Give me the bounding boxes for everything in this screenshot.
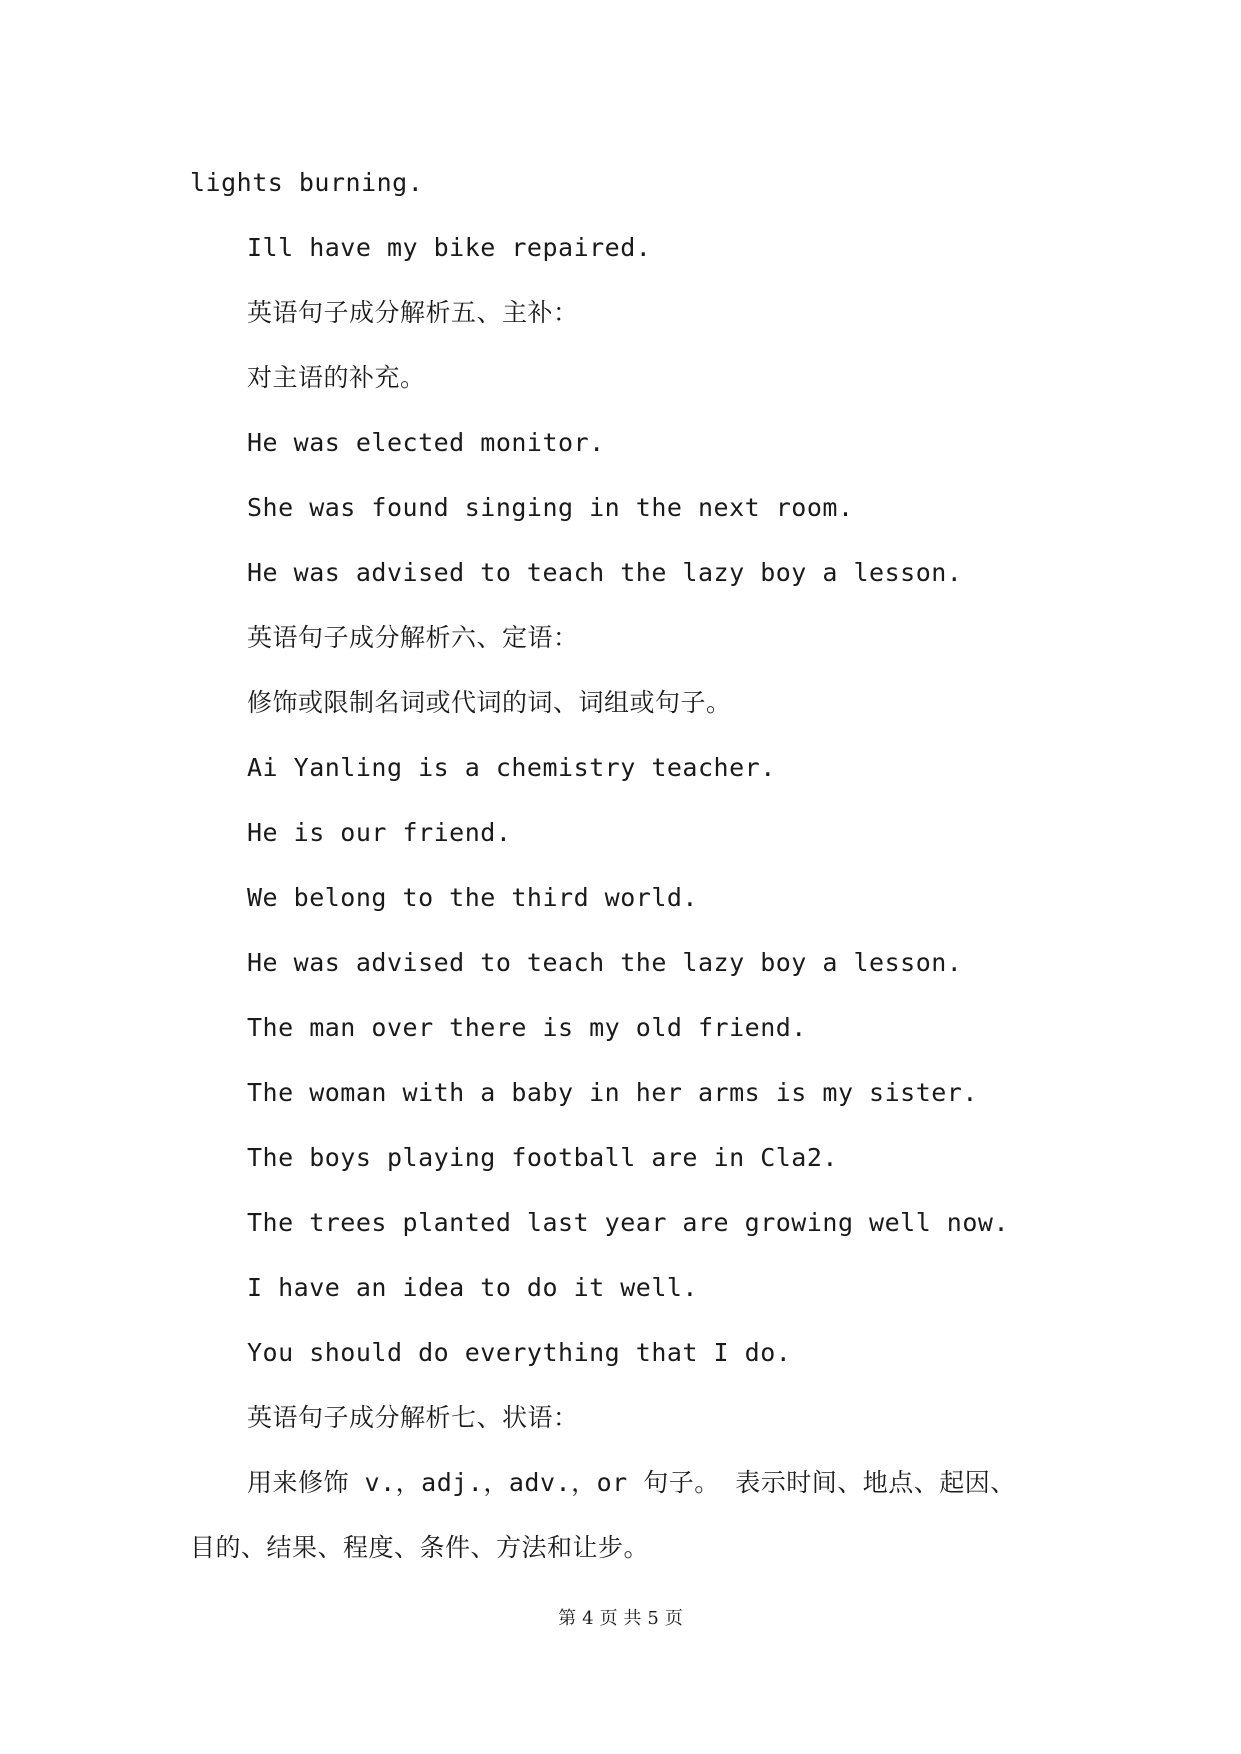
footer-suffix: 页 — [664, 1608, 683, 1629]
text-line: The woman with a baby in her arms is my sister. — [247, 1078, 978, 1107]
section-heading: 英语句子成分解析五、主补： — [247, 298, 579, 327]
text-line: lights burning. — [190, 168, 424, 197]
text-line: She was found singing in the next room. — [247, 493, 854, 522]
text-line: The trees planted last year are growing well now. — [247, 1208, 1010, 1237]
section-heading: 英语句子成分解析六、定语： — [247, 623, 579, 652]
text-line: We belong to the third world. — [247, 883, 698, 912]
text-line: The man over there is my old friend. — [247, 1013, 807, 1042]
text-line: You should do everything that I do. — [247, 1338, 792, 1367]
text-line: He was advised to teach the lazy boy a lesson. — [247, 558, 963, 587]
text-line: He was elected monitor. — [247, 428, 605, 457]
text-line: Ai Yanling is a chemistry teacher. — [247, 753, 776, 782]
footer-middle: 页 共 — [599, 1608, 642, 1629]
text-line: 修饰或限制名词或代词的词、词组或句子。 — [247, 688, 732, 717]
total-page-number: 5 — [647, 1608, 659, 1629]
footer-prefix: 第 — [558, 1608, 577, 1629]
text-line: 对主语的补充。 — [247, 363, 426, 392]
page-footer — [0, 1607, 1241, 1631]
text-line: 目的、结果、程度、条件、方法和让步。 — [190, 1533, 650, 1562]
text-line: He was advised to teach the lazy boy a lesson. — [247, 948, 963, 977]
section-heading: 英语句子成分解析七、状语： — [247, 1403, 579, 1432]
text-line: The boys playing football are in Cla2. — [247, 1143, 838, 1172]
current-page-number: 4 — [582, 1608, 594, 1629]
text-line: I have an idea to do it well. — [247, 1273, 698, 1302]
text-line: Ill have my bike repaired. — [247, 233, 652, 262]
text-line: 用来修饰 v.，adj.，adv.，or 句子。 表示时间、地点、起因、 — [247, 1468, 1016, 1497]
text-line: He is our friend. — [247, 818, 512, 847]
